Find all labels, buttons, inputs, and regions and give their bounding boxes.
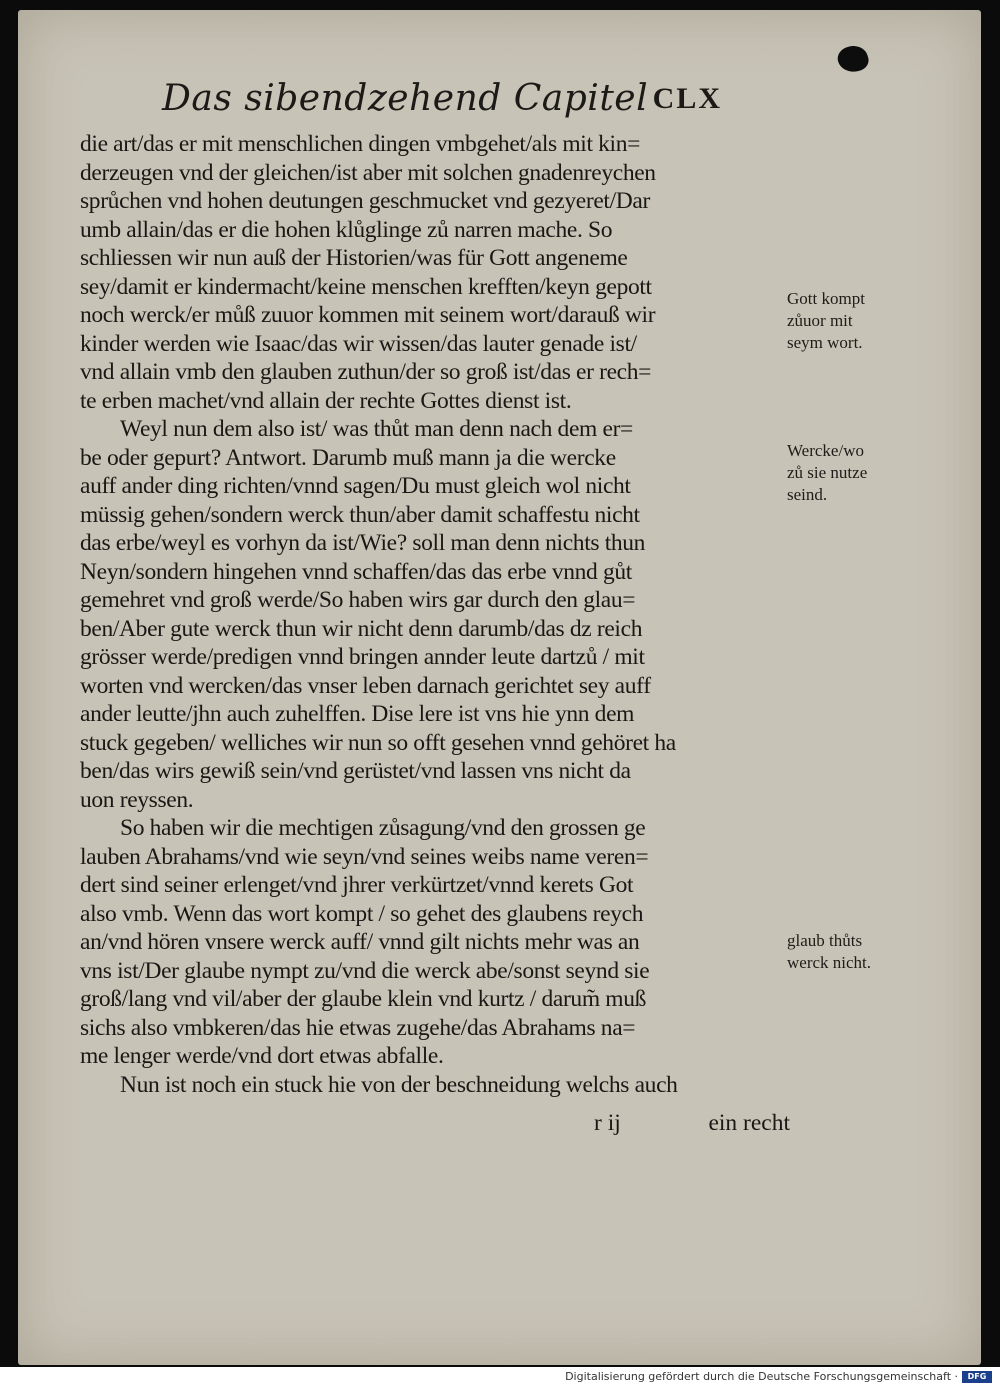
text-line: worten vnd wercken/das vnser leben darnach gerichtet sey auff [80,672,651,699]
text-line: ben/Aber gute werck thun wir nicht denn darumb/das dz reich [80,615,643,642]
text-line: die art/das er mit menschlichen dingen vmbgehet/als mit kin= [80,131,641,157]
margin-note-line: glaub thůts [787,931,863,950]
text-line: umb allain/das er die hohen klůglinge zů narren mache. So [80,216,613,243]
margin-note-line: zůuor mit [787,311,853,330]
text-line: gemehret vnd groß werde/So haben wirs gar durch den glau= [80,587,636,613]
text-line: Weyl nun dem also ist/ was thůt man denn nach dem er= [120,416,633,442]
margin-note-line: seym wort. [787,333,863,352]
folio-number: CLX [652,82,722,115]
text-line: noch werck/er můß zuuor kommen mit seinem wort/darauß wir [80,302,656,328]
text-line: grösser werde/predigen vnnd bringen annder leute dartzů / mit [80,644,645,670]
funding-credit: Digitalisierung gefördert durch die Deutsche Forschungsgemeinschaft · [565,1370,958,1383]
catchword: ein recht [708,1110,790,1136]
margin-note-1 [787,288,897,354]
text-line: also vmb. Wenn das wort kompt / so gehet des glaubens reych [80,900,644,927]
text-line: auff ander ding richten/vnnd sagen/Du must gleich wol nicht [80,473,631,499]
text-line: vns ist/Der glaube nympt zu/vnd die werck abe/sonst seynd sie [80,957,650,984]
text-line: kinder werden wie Isaac/das wir wissen/das lauter genade ist/ [80,330,637,357]
text-body [80,130,790,1099]
text-line: groß/lang vnd vil/aber der glaube klein vnd kurtz / darum̃ muß [80,986,647,1012]
text-line: derzeugen vnd der gleichen/ist aber mit solchen gnadenreychen [80,159,656,186]
margin-note-line: Gott kompt [787,289,865,308]
text-line: uon reyssen. [80,786,194,813]
text-line: So haben wir die mechtigen zůsagung/vnd den grossen ge [120,815,646,841]
text-line: das erbe/weyl es vorhyn da ist/Wie? soll man denn nichts thun [80,530,646,556]
text-line: vnd allain vmb den glauben zuthun/der so groß ist/das er rech= [80,359,652,385]
text-line: be oder gepurt? Antwort. Darumb muß mann ja die wercke [80,444,616,471]
text-line: schliessen wir nun auß der Historien/was für Gott angeneme [80,245,628,271]
text-line: me lenger werde/vnd dort etwas abfalle. [80,1043,444,1069]
margin-note-line: werck nicht. [787,953,872,972]
text-line: lauben Abrahams/vnd wie seyn/vnd seines weibs name veren= [80,843,649,870]
text-line: dert sind seiner erlenget/vnd jhrer verkürtzet/vnnd kerets Got [80,872,634,898]
text-line: Neyn/sondern hingehen vnnd schaffen/das das erbe vnnd gůt [80,558,632,585]
text-line: ander leutte/jhn auch zuhelffen. Dise lere ist vns hie ynn dem [80,701,635,727]
running-header [162,78,722,130]
margin-note-line: Wercke/wo [787,441,864,460]
dfg-logo: DFG [962,1371,992,1383]
text-line: te erben machet/vnd allain der rechte Gottes dienst ist. [80,387,572,414]
text-line: ben/das wirs gewiß sein/vnd gerüstet/vnd lassen vns nicht da [80,758,631,784]
margin-note-2 [787,440,897,506]
text-line: müssig gehen/sondern werck thun/aber damit schaffestu nicht [80,501,640,528]
signature-mark: r ij [594,1110,621,1136]
text-line: an/vnd hören vnsere werck auff/ vnnd gilt nichts mehr was an [80,929,640,955]
digitization-footer [0,1367,1000,1387]
ink-blot [835,43,871,76]
text-line: stuck gegeben/ welliches wir nun so offt gesehen vnnd gehöret ha [80,729,676,756]
text-line: sprůchen vnd hohen deutungen geschmucket vnd gezyeret/Dar [80,188,650,214]
chapter-title: Das sibendzehend Capitel [162,78,649,119]
text-line: Nun ist noch ein stuck hie von der beschneidung welchs auch [120,1071,678,1098]
text-line: sichs also vmbkeren/das hie etwas zugehe/das Abrahams na= [80,1014,636,1041]
margin-note-line: seind. [787,485,828,504]
text-line: sey/damit er kindermacht/keine menschen krefften/keyn gepott [80,273,652,300]
margin-note-3 [787,930,897,974]
signature-line [80,1110,790,1140]
margin-note-line: zů sie nutze [787,463,868,482]
